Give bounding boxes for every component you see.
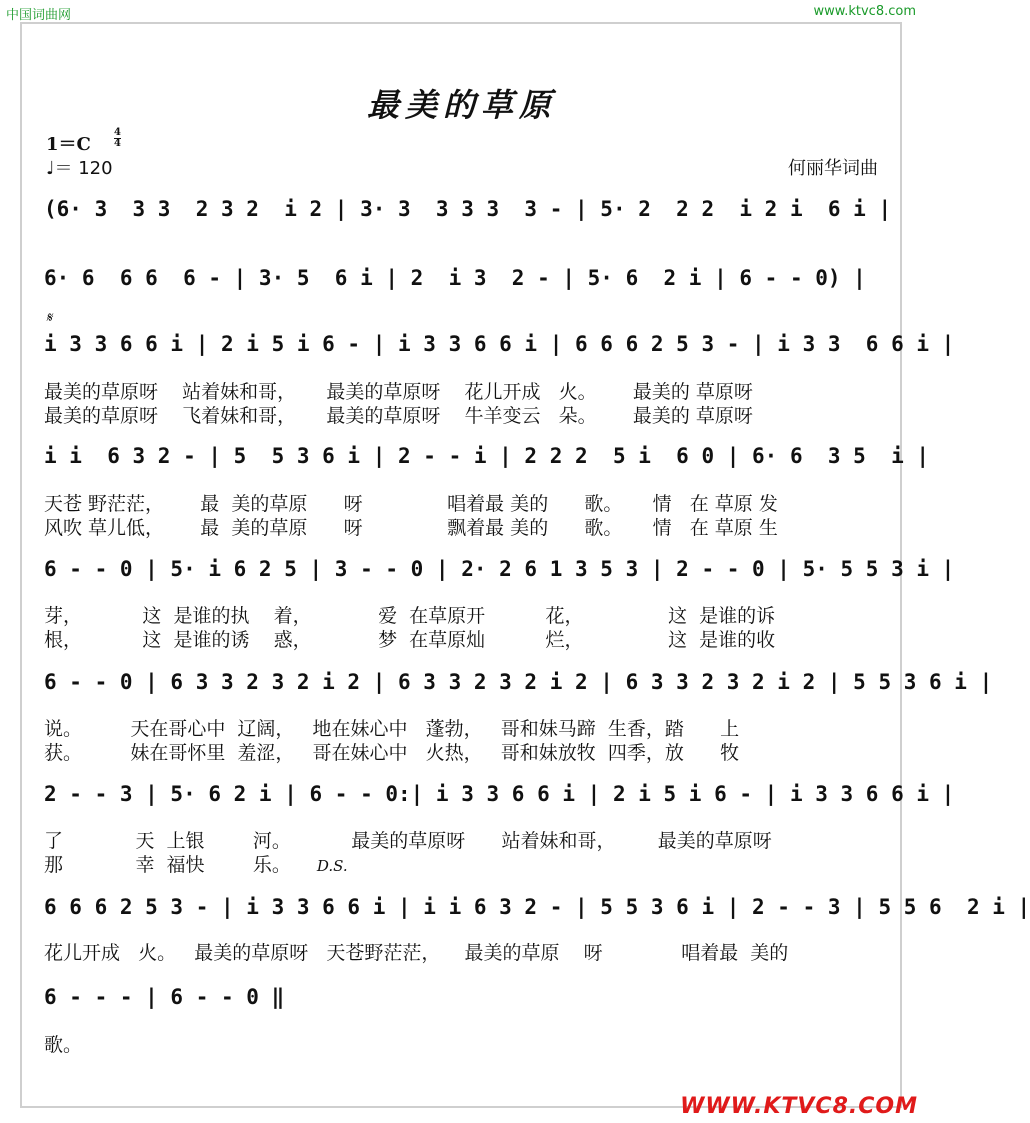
time-signature-top: 4 bbox=[114, 127, 121, 138]
music-line-2 bbox=[44, 266, 886, 296]
site-logo: WWW.KTVC8.COM bbox=[680, 1094, 918, 1119]
music-line-4 bbox=[44, 444, 930, 474]
song-title: 最美的草原 bbox=[366, 86, 557, 124]
music-line-text: (6· 3 3 3 2 3 2 i 2 | 3· 3 3 3 3 3 - | 5· 2 2 2 i 2 i 6 i | bbox=[44, 197, 892, 221]
lyric-text: 那 幸 福快 乐。 bbox=[44, 854, 291, 876]
music-line-text: 6 - - - | 6 - - 0 ‖ bbox=[44, 985, 285, 1009]
lyric-line-7b bbox=[44, 850, 886, 877]
music-line-8 bbox=[44, 895, 1030, 925]
lyric-line-3b: 最美的草原呀 飞着妹和哥， 最美的草原呀 牛羊变云 朵。 最美的 草原呀 bbox=[44, 405, 753, 427]
music-line-text: 2 - - 3 | 5· 6 2 i | 6 - - 0:| i 3 3 6 6 i | 2 i 5 i 6 - | i 3 3 6 6 i | bbox=[44, 782, 955, 806]
music-line-text: 6 - - 0 | 6 3 3 2 3 2 i 2 | 6 3 3 2 3 2 i 2 | 6 3 3 2 3 2 i 2 | 5 5 3 6 i | bbox=[44, 670, 993, 694]
key-signature: 1＝C bbox=[46, 134, 91, 155]
composer-credit: 何丽华词曲 bbox=[788, 158, 878, 179]
music-line-text: 6 6 6 2 5 3 - | i 3 3 6 6 i | i i 6 3 2 - | 5 5 3 6 i | 2 - - 3 | 5 5 6 2 i | bbox=[44, 895, 1030, 919]
time-signature bbox=[114, 128, 121, 149]
lyric-line-5b: 根， 这 是谁的诱 惑， 梦 在草原灿 烂， 这 是谁的收 bbox=[44, 629, 776, 651]
quarter-note-icon: ♩ bbox=[46, 158, 55, 179]
lyric-line-6a: 说。 天在哥心中 辽阔， 地在妹心中 蓬勃， 哥和妹马蹄 生香，踏 上 bbox=[44, 718, 740, 740]
music-line-text: i i 6 3 2 - | 5 5 3 6 i | 2 - - i | 2 2 2 5 i 6 0 | 6· 6 3 5 i | bbox=[44, 444, 930, 468]
lyric-line-5a: 芽， 这 是谁的执 着， 爱 在草原开 花， 这 是谁的诉 bbox=[44, 605, 776, 627]
music-line-9 bbox=[44, 985, 304, 1015]
lyric-line-7a: 了 天 上银 河。 最美的草原呀 站着妹和哥， 最美的草原呀 bbox=[44, 830, 772, 852]
lyric-line-3a: 最美的草原呀 站着妹和哥， 最美的草原呀 花儿开成 火。 最美的 草原呀 bbox=[44, 381, 753, 403]
watermark-left: 中国词曲网 bbox=[6, 8, 72, 23]
lyric-line-4a: 天苍 野茫茫， 最 美的草原 呀 唱着最 美的 歌。 情 在 草原 发 bbox=[44, 493, 778, 515]
music-line-7 bbox=[44, 782, 955, 812]
music-line-3 bbox=[44, 332, 955, 362]
lyric-line-8: 花儿开成 火。 最美的草原呀 天苍野茫茫， 最美的草原 呀 唱着最 美的 bbox=[44, 942, 789, 964]
lyric-line-4b: 风吹 草儿低， 最 美的草原 呀 飘着最 美的 歌。 情 在 草原 生 bbox=[44, 517, 778, 539]
music-line-1 bbox=[44, 197, 892, 227]
segno-mark: 𝄋 bbox=[46, 310, 53, 326]
lyric-line-9: 歌。 bbox=[44, 1034, 83, 1056]
music-line-text: 6 - - 0 | 5· i 6 2 5 | 3 - - 0 | 2· 2 6 1 3 5 3 | 2 - - 0 | 5· 5 5 3 i | bbox=[44, 557, 955, 581]
tempo-value: ＝ 120 bbox=[54, 158, 113, 179]
ds-marking: D.S. bbox=[316, 857, 348, 875]
music-line-text: 6· 6 6 6 6 - | 3· 5 6 i | 2 i 3 2 - | 5· 6 2 i | 6 - - 0) | bbox=[44, 266, 866, 290]
time-signature-bottom: 4 bbox=[114, 138, 121, 149]
music-line-5 bbox=[44, 557, 955, 587]
watermark-right: www.ktvc8.com bbox=[813, 4, 916, 19]
music-line-6 bbox=[44, 670, 993, 700]
tempo-marking bbox=[46, 154, 113, 180]
lyric-line-6b: 获。 妹在哥怀里 羞涩， 哥在妹心中 火热， 哥和妹放牧 四季，放 牧 bbox=[44, 742, 740, 764]
music-line-text: i 3 3 6 6 i | 2 i 5 i 6 - | i 3 3 6 6 i | 6 6 6 2 5 3 - | i 3 3 6 6 i | bbox=[44, 332, 955, 356]
